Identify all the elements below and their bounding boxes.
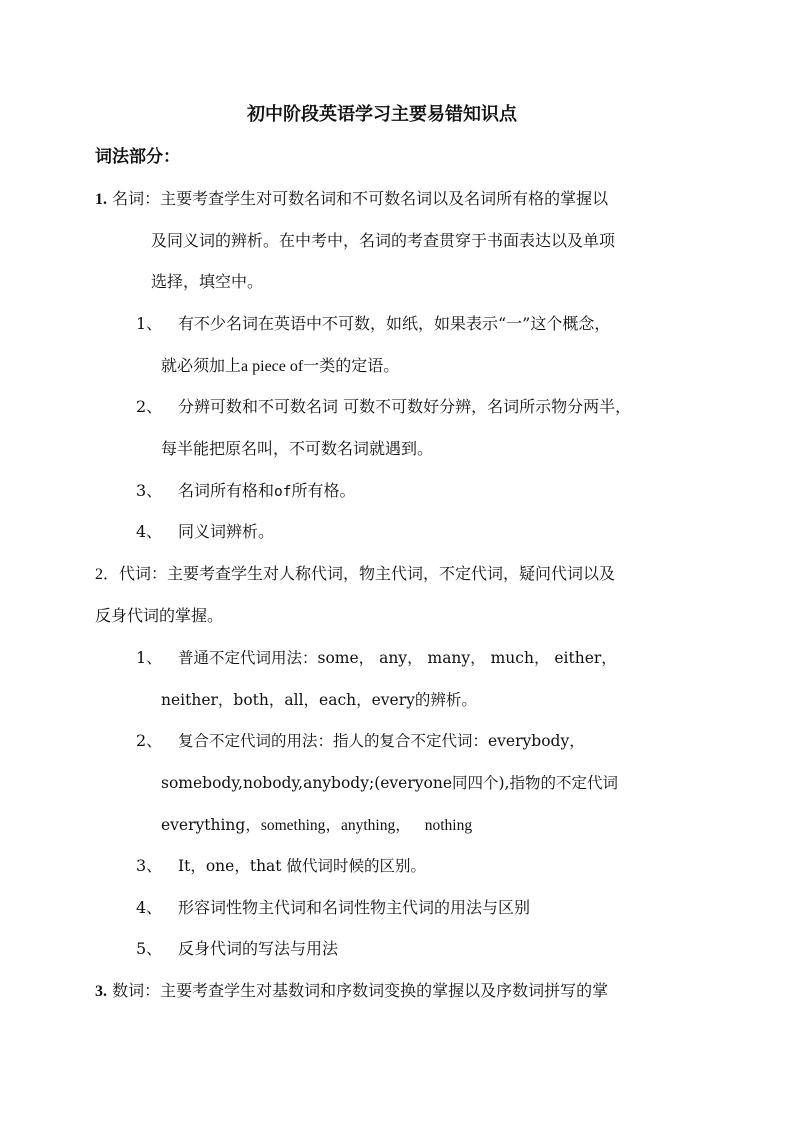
list-text: It，one，that 做代词时候的区别。: [178, 857, 426, 875]
list-text: 普通不定代词用法：some， any， many， much， either，: [178, 649, 617, 667]
list-text-latin: a piece of: [241, 358, 304, 375]
pronouns-item-2-line-2: somebody,nobody,anybody;(everyone同四个),指物的不定代词: [161, 774, 618, 792]
nouns-text: 名词：主要考查学生对可数名词和不可数名词以及名词所有格的掌握以: [112, 189, 609, 208]
list-text: 所有格。: [291, 481, 356, 500]
list-number: 1、: [136, 314, 163, 333]
pronouns-item-3: [136, 856, 426, 876]
list-number: 4、: [136, 898, 163, 917]
nouns-number: 1.: [95, 191, 107, 208]
nouns-item-1: [136, 314, 610, 334]
pronouns-item-4: [136, 898, 530, 918]
pronouns-item-1: [136, 648, 617, 668]
numerals-text: 数词：主要考查学生对基数词和序数词变换的掌握以及序数词拼写的掌: [112, 981, 609, 1000]
list-text: 复合不定代词的用法：指人的复合不定代词：everybody，: [178, 732, 585, 750]
pronouns-item-2-line-3: [161, 815, 472, 836]
list-text-latin: something: [260, 817, 326, 834]
pronouns-number: 2．: [95, 566, 120, 583]
numerals-number: 3.: [95, 983, 107, 1000]
pronouns-text: 代词：主要考查学生对人称代词，物主代词，不定代词，疑问代词以及: [119, 564, 616, 583]
list-text: 名词所有格和: [178, 481, 275, 500]
nouns-item-2-line-2: 每半能把原名叫，不可数名词就遇到。: [161, 439, 434, 458]
pronouns-item-1-line-2: neither，both，all，each，every的辨析。: [161, 691, 477, 709]
list-number: 3、: [136, 856, 163, 875]
nouns-paragraph-line-1: [95, 189, 608, 210]
list-number: 1、: [136, 648, 163, 667]
list-number: 3、: [136, 481, 163, 500]
pronouns-paragraph-line-2: 反身代词的掌握。: [95, 606, 224, 625]
list-number: 2、: [136, 397, 163, 416]
list-text: 同义词辨析。: [178, 522, 275, 541]
nouns-paragraph-line-3: 选择，填空中。: [151, 272, 264, 291]
nouns-item-2: [136, 397, 631, 417]
list-text: ，: [395, 816, 411, 834]
section-heading: 词法部分：: [95, 147, 180, 167]
nouns-item-4: [136, 522, 274, 542]
page-title: 初中阶段英语学习主要易错知识点: [247, 104, 517, 125]
list-text-latin: nothing: [424, 817, 473, 834]
nouns-item-3: [136, 481, 356, 502]
list-number: 4、: [136, 522, 163, 541]
list-text: 反身代词的写法与用法: [178, 939, 339, 958]
nouns-item-1-line-2: [161, 356, 399, 377]
list-text: 就必须加上: [161, 356, 242, 375]
list-number: 2、: [136, 731, 163, 750]
nouns-paragraph-line-2: 及同义词的辨析。在中考中，名词的考查贯穿于书面表达以及单项: [151, 231, 616, 250]
list-text-latin: anything: [340, 817, 396, 834]
numerals-paragraph-line-1: [95, 981, 608, 1002]
list-text: everything，: [161, 816, 261, 834]
pronouns-item-2: [136, 731, 585, 751]
list-text-latin: of: [274, 484, 292, 500]
list-text: ，: [325, 816, 341, 834]
pronouns-item-5: [136, 939, 338, 959]
list-text: 形容词性物主代词和名词性物主代词的用法与区别: [178, 898, 531, 917]
list-text: 有不少名词在英语中不可数，如纸，如果表示“一”这个概念，: [178, 314, 611, 333]
list-number: 5、: [136, 939, 163, 958]
list-text: 分辨可数和不可数名词 可数不可数好分辨，名词所示物分两半，: [178, 397, 632, 416]
list-text: 一类的定语。: [303, 356, 400, 375]
pronouns-paragraph-line-1: [95, 564, 615, 585]
